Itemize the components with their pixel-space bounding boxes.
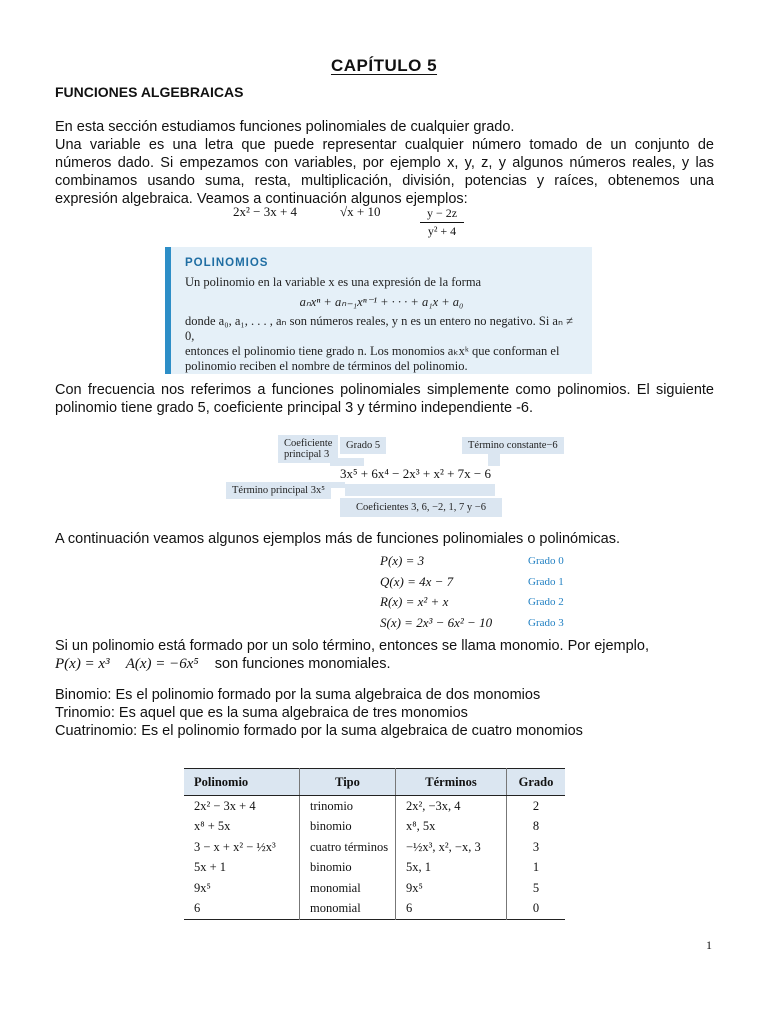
polynomial-expression: 3x⁵ + 6x⁴ − 2x³ + x² + 7x − 6 — [340, 466, 492, 481]
grado-label: Grado 3 — [528, 616, 564, 629]
column-header-terminos: Términos — [396, 769, 507, 796]
coef-label-line1: Coeficiente — [284, 438, 333, 449]
cell-terminos: 5x, 1 — [396, 858, 507, 879]
cell-polinomio: 6 — [194, 901, 201, 916]
more-examples-text: A continuación veamos algunos ejemplos más de funciones polinomiales o polinómicas. — [55, 531, 621, 547]
column-header-tipo: Tipo — [300, 769, 396, 796]
section-heading: FUNCIONES ALGEBRAICAS — [55, 84, 244, 100]
cell-polinomio: 5x + 1 — [194, 860, 227, 875]
intro-paragraph: Una variable es una letra que puede representar cualquier número tomado de un conjunto de números dado. Si empezamos con variables, por ejemplo x, y, z, y algunos números reales, y las combinamos usando suma, resta, multiplicación, división, potencias y raíces, obtenemos una expresión algebraica. Veamos a continuación algunos ejemplos: — [55, 137, 714, 207]
grado-label: Grado 0 — [528, 555, 564, 567]
diagram-connector — [345, 484, 495, 496]
box-header: POLINOMIOS — [185, 257, 269, 269]
box-formula: aₙxⁿ + aₙ₋₁xⁿ⁻¹ + · · · + a₁x + a₀ — [299, 295, 464, 309]
cell-polinomio: 2x² − 3x + 4 — [194, 798, 256, 813]
cell-tipo: cuatro términos — [300, 837, 396, 858]
definition-cuatrinomio: Cuatrinomio: Es el polinomio formado por la suma algebraica de cuatro monomios — [55, 723, 583, 739]
cell-grado: 8 — [507, 817, 566, 838]
list-item — [380, 592, 580, 613]
cell-terminos: x⁸, 5x — [396, 817, 507, 838]
monomio-equation-2: A(x) = −6x⁵ — [125, 656, 199, 672]
cell-terminos: −½x³, x², −x, 3 — [396, 837, 507, 858]
chapter-title: CAPÍTULO 5 — [330, 56, 438, 75]
examples-list — [380, 551, 580, 633]
monomio-equation-1: P(x) = x³ — [55, 656, 110, 672]
cell-polinomio: 9x⁵ — [194, 880, 211, 895]
table-row — [184, 858, 565, 879]
frequency-paragraph: Con frecuencia nos referimos a funciones polinomiales simplemente como polinomios. El siguiente polinomio tiene grado 5, coeficiente principal 3 y término independiente -6. — [55, 382, 714, 416]
coeficiente-principal-tag — [278, 435, 338, 463]
cell-polinomio: x⁸ + 5x — [194, 819, 231, 834]
definition-trinomio: Trinomio: Es aquel que es la suma algebraica de tres monomios — [55, 705, 468, 721]
monomio-examples — [55, 655, 714, 673]
monomio-tail: son funciones monomiales. — [214, 656, 391, 672]
cell-tipo: binomio — [300, 858, 396, 879]
column-header-grado: Grado — [507, 769, 566, 796]
fraction-numerator: y − 2z — [420, 205, 464, 223]
fraction-denominator: y² + 4 — [427, 224, 457, 238]
coef-label-line2: principal 3 — [284, 449, 330, 460]
cell-tipo: monomial — [300, 878, 396, 899]
list-item — [380, 613, 580, 634]
cell-grado: 5 — [507, 878, 566, 899]
column-header-polinomio: Polinomio — [184, 769, 300, 796]
page-number: 1 — [706, 938, 712, 952]
cell-grado: 2 — [507, 796, 566, 817]
cell-terminos: 6 — [396, 899, 507, 920]
table-row — [184, 878, 565, 899]
definition-binomio: Binomio: Es el polinomio formado por la suma algebraica de dos monomios — [55, 687, 541, 703]
example-equation: Q(x) = 4x − 7 — [380, 573, 454, 589]
cell-terminos: 2x², −3x, 4 — [396, 796, 507, 817]
monomio-paragraph — [55, 637, 714, 673]
box-line-4: entonces el polinomio tiene grado n. Los monomios aₖxᵏ que conforman el — [185, 344, 560, 358]
list-item — [380, 572, 580, 593]
polinomios-definition-box — [165, 247, 592, 374]
example-equation: R(x) = x² + x — [380, 594, 449, 609]
cell-grado: 3 — [507, 837, 566, 858]
example-equation: S(x) = 2x³ − 6x² − 10 — [380, 614, 493, 630]
grado-label: Grado 1 — [528, 575, 564, 588]
example-expression-2: √x + 10 — [340, 204, 381, 219]
grado-label: Grado 2 — [528, 596, 564, 608]
grado-tag: Grado 5 — [340, 437, 386, 454]
coeficientes-tag: Coeficientes 3, 6, −2, 1, 7 y −6 — [340, 498, 502, 517]
polynomial-table — [184, 768, 565, 920]
termino-principal-tag: Término principal 3x⁵ — [226, 482, 331, 499]
table-row — [184, 796, 565, 817]
cell-polinomio: 3 − x + x² − ½x³ — [194, 839, 276, 854]
list-item — [380, 551, 580, 572]
table-row — [184, 837, 565, 858]
cell-terminos: 9x⁵ — [396, 878, 507, 899]
diagram-connector — [488, 452, 500, 466]
definitions-list — [55, 686, 583, 740]
cell-tipo: monomial — [300, 899, 396, 920]
cell-grado: 0 — [507, 899, 566, 920]
diagram-connector — [330, 458, 364, 466]
termino-constante-tag: Término constante−6 — [462, 437, 564, 454]
cell-grado: 1 — [507, 858, 566, 879]
table-row — [184, 817, 565, 838]
box-line-5: polinomio reciben el nombre de términos del polinomio. — [185, 359, 468, 373]
table-header-row — [184, 769, 565, 796]
box-line-3: donde a₀, a₁, . . . , aₙ son números reales, y n es un entero no negativo. Si aₙ ≠ 0, — [185, 314, 573, 343]
box-definition: Un polinomio en la variable x es una expresión de la forma — [185, 275, 482, 289]
cell-tipo: trinomio — [300, 796, 396, 817]
monomio-line: Si un polinomio está formado por un solo término, entonces se llama monomio. Por ejemplo, — [55, 638, 649, 654]
intro-line: En esta sección estudiamos funciones polinomiales de cualquier grado. — [55, 119, 515, 135]
example-expression-3 — [420, 205, 464, 239]
cell-tipo: binomio — [300, 817, 396, 838]
example-expression-1: 2x² − 3x + 4 — [233, 204, 298, 219]
example-equation: P(x) = 3 — [380, 553, 425, 568]
table-row — [184, 899, 565, 920]
